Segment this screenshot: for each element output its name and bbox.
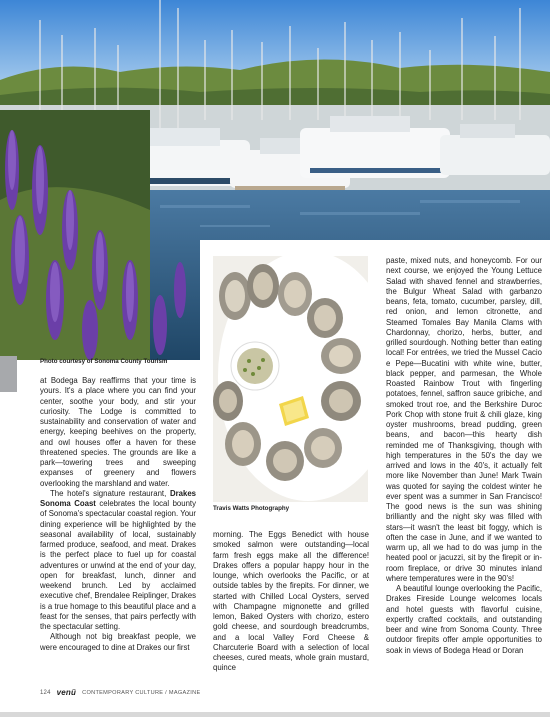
article-column-2 [213,530,369,674]
hero-photo-credit: Photo courtesy of Sonoma County Tourism [40,358,168,365]
column3-paragraph-2: A beautiful lounge overlooking the Pacific, Drakes Fireside Lounge welcomes locals and hotel guests with flavorful cuisine, expertly crafted cocktails, and outstanding beer and wine from Sonoma County. Three outdoor firepits offer ample opportunities to soak in views of Bodega Head or Doran [386,584,542,655]
magazine-logo: venü [56,688,77,697]
page-number: 124 [40,689,51,696]
restaurant-name: Drakes Sonoma Coast [40,488,196,508]
column2-paragraph-1: morning. The Eggs Benedict with house smoked salmon were outstanding—local farm fresh eggs make all the difference! Drakes offers a popular happy hour in the lounge, which overlooks the Pacific, or at outside tables by the firepits. For dinner, we started with Chilled Local Oysters, served with Champagne mignonette and grilled lemon, Baked Oysters with chorizo, estero gold cheese, and sourdough breadcrumbs, and a local Valley Ford Cheese & Charcuterie Board with a selection of local cheeses, cured meats, whole grain mustard, quince [213,530,369,673]
column1-paragraph-3: Although not big breakfast people, we were encouraged to dine at Drakes our first [40,632,196,652]
oyster-photo [213,256,368,502]
column1-paragraph-2 [40,489,196,633]
article-column-1 [40,376,196,653]
magazine-tagline: CONTEMPORARY CULTURE / MAGAZINE [82,689,201,696]
column1-paragraph-1: at Bodega Bay reaffirms that your time is yours. It's a place where you can find your center, soothe your body, and stir your curiosity. The Lodge is committed to sustainability and conservation of water and energy, keeping beehives on the property, and owl houses offer a haven for these threatened species. The grounds are like a park—towering trees and sweeping expanses of greenery and flowers overlooking the marshland and water. [40,376,196,488]
column1-p2-lead: The hotel's signature restaurant, [50,488,170,498]
column3-paragraph-1: paste, mixed nuts, and honeycomb. For our next course, we enjoyed the Young Lettuce Salad with shaved fennel and strawberries, the Bulgur Wheat Salad with garbanzo beans, feta, tomato, cucumber, parsley, dill, red onion, and lemon citronette, and Steamed Tomales Bay Manila Clams with Chardonnay, chorizo, herbs, butter, and grilled sourdough. Nothing better than eating local! For entrées, we tried the Mussel Cacio e Pepe—Bucatini with white wine, butter, black pepper, and parmesan, the Whole Roasted Rainbow Trout with fingerling potatoes, fennel, saffron sauce gribiche, and smoked trout roe, and the Berkshire Duroc Pork Chop with stone fruit & chili glaze, king oyster mushrooms, bread pudding, green beans, and bacon—this hearty dish reminded me of Thanksgiving, though with high temperatures in the 50's the day we arrived and lows in the 40's, it actually felt more like November than June! Mark Twain was quoted for saying the coldest winter he ever spent was a summer in San Francisco! The good news is the sun was shining brilliantly and the night sky was filled with stars—it wasn't the least bit foggy, which is often the case in June, and if we wanted to warm up, all we had to do was jump in the heated pool or jacuzzi, sit by the firepit or in-room fireplace, or drive 30 minutes inland where temperatures were in the 90's! [386,256,542,583]
article-column-3 [386,256,542,656]
bottom-rule [0,712,550,717]
oyster-photo-credit: Travis Watts Photography [213,505,290,512]
page-footer [40,688,201,697]
column1-p2-rest: celebrates the local bounty of Sonoma's spectacular coastal region. Your dining experience will be highlighted by the seasonal availability of local, sustainably farmed produce, seafood, and meat. Drakes is the perfect place to fuel up for coastal adventures or unwind at the end of your day, open for breakfast, lunch, dinner and weekend brunch. Led by acclaimed executive chef, Brendalee Reiplinger, Drakes is a true homage to this beautiful place and a feast for the senses, that pairs perfectly with the spectacular setting. [40,499,196,631]
page-edge-tab [0,356,17,392]
